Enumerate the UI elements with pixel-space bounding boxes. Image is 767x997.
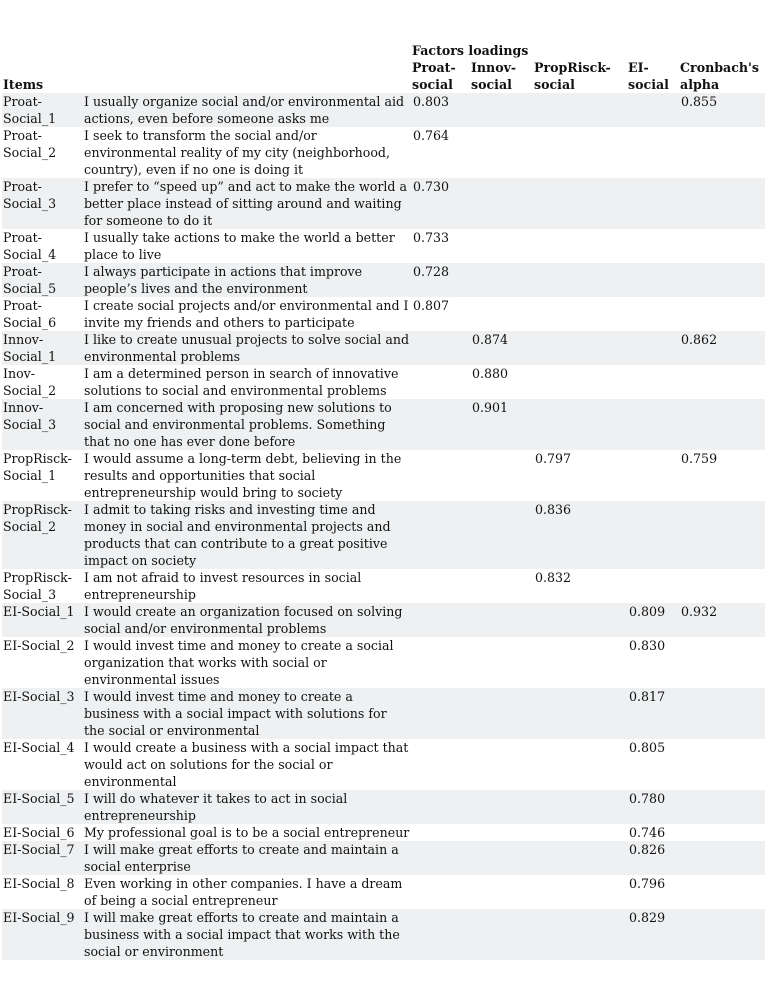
ei-social-loading (627, 331, 679, 365)
table-row (2, 875, 765, 909)
cronbachs-alpha-value (679, 569, 765, 603)
innov-social-loading (470, 263, 533, 297)
table-row (2, 365, 765, 399)
cronbachs-alpha-value (679, 229, 765, 263)
item-cell: EI-Social_7 (3, 842, 75, 857)
proat-social-loading (411, 824, 470, 841)
cronbachs-alpha-value: 0.862 (681, 332, 718, 347)
proprisck-social-loading (533, 824, 627, 841)
item-text-cell: I admit to taking risks and investing time and money in social and environmental projects and products that can contribute to a great positive impact on society (84, 502, 391, 568)
item-text-cell: I would invest time and money to create a business with a social impact with solutions for the social or environmental (84, 689, 387, 738)
innov-social-loading (470, 127, 533, 178)
table-row (2, 603, 765, 637)
innov-social-loading (470, 297, 533, 331)
ei-social-loading (627, 263, 679, 297)
ei-social-loading: 0.826 (629, 842, 666, 857)
proat-social-loading (411, 739, 470, 790)
proprisck-social-loading (533, 603, 627, 637)
item-cell: Proat-Social_3 (3, 179, 57, 211)
ei-social-loading: 0.780 (629, 791, 666, 806)
proat-social-loading: 0.730 (413, 179, 450, 194)
item-cell: Proat-Social_1 (3, 94, 57, 126)
innov-social-loading (470, 739, 533, 790)
innov-social-loading (470, 790, 533, 824)
cronbachs-alpha-value (679, 688, 765, 739)
table-row (2, 127, 765, 178)
table-row (2, 909, 765, 960)
cronbachs-alpha-value (679, 127, 765, 178)
innov-social-loading (470, 637, 533, 688)
table-row (2, 569, 765, 603)
item-text-cell: I will do whatever it takes to act in social entrepreneurship (84, 791, 348, 823)
table-row (2, 790, 765, 824)
table-row (2, 399, 765, 450)
item-cell: PropRisck-Social_3 (3, 570, 72, 602)
item-cell: PropRisck-Social_2 (3, 502, 72, 534)
proprisck-social-loading (533, 909, 627, 960)
proat-social-column-header: Proat-social (412, 60, 456, 92)
innov-social-loading: 0.880 (472, 366, 509, 381)
ei-social-loading (627, 297, 679, 331)
proprisck-social-loading (533, 93, 627, 127)
ei-social-loading (627, 501, 679, 569)
item-cell: Proat-Social_6 (3, 298, 57, 330)
proprisck-social-loading: 0.832 (535, 570, 572, 585)
innov-social-loading (470, 824, 533, 841)
proprisck-social-loading (533, 739, 627, 790)
ei-social-loading: 0.830 (629, 638, 666, 653)
proat-social-loading (411, 909, 470, 960)
proat-social-loading (411, 637, 470, 688)
proat-social-loading (411, 569, 470, 603)
proprisck-social-loading (533, 331, 627, 365)
proprisck-social-loading (533, 875, 627, 909)
cronbachs-alpha-value (679, 841, 765, 875)
innov-social-loading (470, 501, 533, 569)
proat-social-loading (411, 331, 470, 365)
item-text-cell: I always participate in actions that improve people’s lives and the environment (84, 264, 363, 296)
table-row (2, 297, 765, 331)
ei-social-loading (627, 399, 679, 450)
ei-social-loading (627, 365, 679, 399)
ei-social-loading: 0.796 (629, 876, 666, 891)
proprisck-social-loading (533, 365, 627, 399)
cronbachs-alpha-value (679, 297, 765, 331)
innov-social-loading (470, 688, 533, 739)
proat-social-loading: 0.807 (413, 298, 450, 313)
cronbachs-alpha-value (679, 739, 765, 790)
ei-social-loading (627, 569, 679, 603)
item-cell: Inov-Social_2 (3, 366, 57, 398)
table-header (2, 42, 765, 93)
ei-social-loading (627, 93, 679, 127)
item-cell: Innov-Social_3 (3, 400, 57, 432)
ei-social-column-header: EI-social (628, 60, 669, 92)
header-columns-row (2, 59, 765, 93)
proprisck-social-loading: 0.797 (535, 451, 572, 466)
item-text-cell: I seek to transform the social and/or environmental reality of my city (neighborhood, country), even if no one is doing it (84, 128, 390, 177)
item-text-cell: I would assume a long-term debt, believing in the results and opportunities that social entrepreneurship would bring to society (84, 451, 402, 500)
item-cell: Proat-Social_5 (3, 264, 57, 296)
item-text-cell: I create social projects and/or environmental and I invite my friends and others to participate (84, 298, 409, 330)
proat-social-loading (411, 875, 470, 909)
proat-social-loading (411, 365, 470, 399)
item-text-cell: I will make great efforts to create and maintain a social enterprise (84, 842, 399, 874)
cronbachs-alpha-value (679, 824, 765, 841)
proprisck-social-loading: 0.836 (535, 502, 572, 517)
cronbachs-alpha-value (679, 875, 765, 909)
ei-social-loading (627, 127, 679, 178)
proat-social-loading (411, 501, 470, 569)
ei-social-loading: 0.746 (629, 825, 666, 840)
item-cell: Proat-Social_4 (3, 230, 57, 262)
item-text-cell: I am concerned with proposing new solutions to social and environmental problems. Something that no one has ever done before (84, 400, 392, 449)
item-cell: EI-Social_2 (3, 638, 75, 653)
proprisck-social-loading (533, 263, 627, 297)
item-cell: PropRisck-Social_1 (3, 451, 72, 483)
proprisck-social-loading (533, 688, 627, 739)
proprisck-social-loading (533, 841, 627, 875)
item-text-cell: I like to create unusual projects to solve social and environmental problems (84, 332, 410, 364)
ei-social-loading: 0.805 (629, 740, 666, 755)
proat-social-loading (411, 841, 470, 875)
proat-social-loading (411, 790, 470, 824)
item-cell: EI-Social_3 (3, 689, 75, 704)
innov-social-loading (470, 229, 533, 263)
proprisck-social-loading (533, 790, 627, 824)
item-cell: EI-Social_6 (3, 825, 75, 840)
item-text-cell: I would invest time and money to create a social organization that works with social or environmental issues (84, 638, 394, 687)
table-row (2, 450, 765, 501)
table-row (2, 331, 765, 365)
item-text-cell: Even working in other companies. I have a dream of being a social entrepreneur (84, 876, 403, 908)
header-group-row (2, 42, 765, 59)
item-text-cell: I am not afraid to invest resources in social entrepreneurship (84, 570, 362, 602)
cronbachs-alpha-value (679, 501, 765, 569)
proprisck-social-loading (533, 297, 627, 331)
item-cell: Innov-Social_1 (3, 332, 57, 364)
proat-social-loading: 0.728 (413, 264, 450, 279)
ei-social-loading: 0.829 (629, 910, 666, 925)
table-row (2, 93, 765, 127)
innov-social-loading (470, 569, 533, 603)
proat-social-loading: 0.803 (413, 94, 450, 109)
innov-social-loading (470, 603, 533, 637)
innov-social-loading (470, 909, 533, 960)
proat-social-loading: 0.764 (413, 128, 450, 143)
item-text-cell: I prefer to “speed up” and act to make the world a better place instead of sitting around and waiting for someone to do it (84, 179, 407, 228)
item-text-cell: My professional goal is to be a social entrepreneur (84, 825, 410, 840)
innov-social-loading (470, 450, 533, 501)
cronbachs-alpha-value: 0.932 (681, 604, 718, 619)
proprisck-social-loading (533, 178, 627, 229)
table-row (2, 229, 765, 263)
item-text-cell: I am a determined person in search of innovative solutions to social and environmental problems (84, 366, 399, 398)
proprisck-social-loading (533, 229, 627, 263)
item-text-cell: I will make great efforts to create and maintain a business with a social impact that works with the social or environment (84, 910, 400, 959)
ei-social-loading: 0.809 (629, 604, 666, 619)
item-cell: EI-Social_1 (3, 604, 75, 619)
table-row (2, 739, 765, 790)
innov-social-loading (470, 178, 533, 229)
cronbachs-alpha-value (679, 399, 765, 450)
item-cell: Proat-Social_2 (3, 128, 57, 160)
cronbachs-alpha-value: 0.855 (681, 94, 718, 109)
table-row (2, 637, 765, 688)
proprisck-social-loading (533, 127, 627, 178)
proprisck-social-loading (533, 637, 627, 688)
factors-loadings-group-header: Factors loadings (412, 43, 529, 58)
cronbachs-alpha-value: 0.759 (681, 451, 718, 466)
proprisck-social-loading (533, 399, 627, 450)
item-text-cell: I would create an organization focused on solving social and/or environmental problems (84, 604, 403, 636)
ei-social-loading: 0.817 (629, 689, 666, 704)
proprisck-social-column-header: PropRisck-social (534, 60, 611, 92)
innov-social-loading: 0.874 (472, 332, 509, 347)
table-row (2, 841, 765, 875)
ei-social-loading (627, 450, 679, 501)
cronbachs-alpha-value (679, 790, 765, 824)
items-column-header: Items (3, 77, 44, 92)
innov-social-loading: 0.901 (472, 400, 509, 415)
table-row (2, 263, 765, 297)
item-text-cell: I usually organize social and/or environmental aid actions, even before someone asks me (84, 94, 405, 126)
item-cell: EI-Social_4 (3, 740, 75, 755)
proat-social-loading (411, 450, 470, 501)
item-cell: EI-Social_5 (3, 791, 75, 806)
table-row (2, 688, 765, 739)
table-body (2, 93, 765, 960)
innov-social-column-header: Innov-social (471, 60, 517, 92)
innov-social-loading (470, 93, 533, 127)
cronbachs-alpha-column-header: Cronbach's alpha (680, 60, 759, 92)
factor-loadings-table-wrapper (2, 42, 765, 960)
cronbachs-alpha-value (679, 365, 765, 399)
table-row (2, 178, 765, 229)
ei-social-loading (627, 178, 679, 229)
ei-social-loading (627, 229, 679, 263)
cronbachs-alpha-value (679, 909, 765, 960)
table-row (2, 824, 765, 841)
proat-social-loading (411, 688, 470, 739)
item-cell: EI-Social_8 (3, 876, 75, 891)
factor-loadings-table (2, 42, 765, 960)
innov-social-loading (470, 841, 533, 875)
innov-social-loading (470, 875, 533, 909)
cronbachs-alpha-value (679, 263, 765, 297)
table-row (2, 501, 765, 569)
proat-social-loading (411, 399, 470, 450)
cronbachs-alpha-value (679, 637, 765, 688)
item-text-cell: I would create a business with a social impact that would act on solutions for the social or environmental (84, 740, 409, 789)
proat-social-loading: 0.733 (413, 230, 450, 245)
item-text-cell: I usually take actions to make the world a better place to live (84, 230, 395, 262)
item-cell: EI-Social_9 (3, 910, 75, 925)
proat-social-loading (411, 603, 470, 637)
cronbachs-alpha-value (679, 178, 765, 229)
